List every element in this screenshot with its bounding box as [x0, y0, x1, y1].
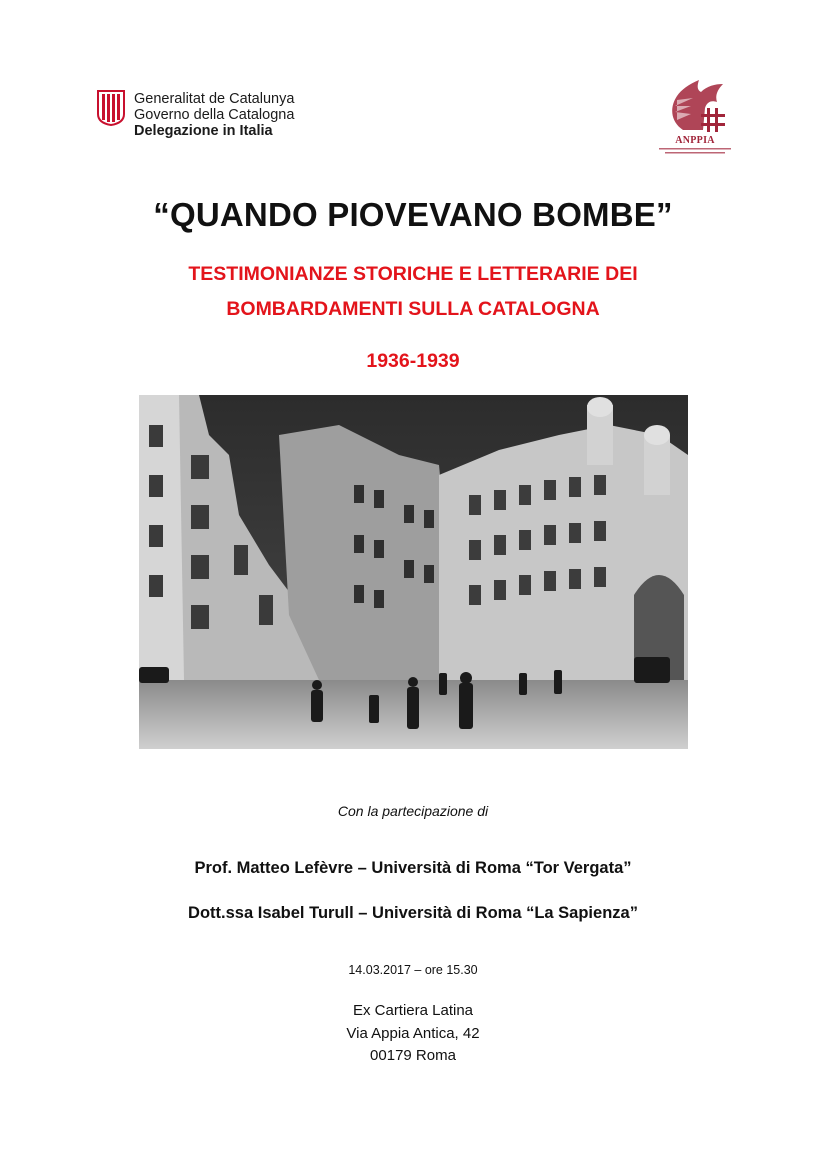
generalitat-logo [96, 89, 326, 141]
generalitat-name: Generalitat de Catalunya [134, 91, 295, 107]
delegazione-name: Delegazione in Italia [134, 123, 273, 139]
main-title: “QUANDO PIOVEVANO BOMBE” [153, 196, 673, 233]
bombed-street-photo [139, 395, 688, 749]
anppia-subtitle-graphic [657, 147, 733, 155]
venue-city: 00179 Roma [370, 1047, 456, 1064]
event-years: 1936-1939 [366, 350, 460, 372]
event-datetime: 14.03.2017 – ore 15.30 [348, 963, 478, 977]
winged-emblem-icon [663, 78, 727, 134]
catalan-flag-icon [96, 90, 126, 126]
subtitle-line-1: TESTIMONIANZE STORICHE E LETTERARIE DEI [188, 263, 638, 285]
anppia-name: ANPPIA [675, 135, 715, 146]
venue-name: Ex Cartiera Latina [352, 1002, 474, 1019]
speaker-2: Dott.ssa Isabel Turull – Università di Roma “La Sapienza” [188, 904, 638, 922]
speaker-1: Prof. Matteo Lefèvre – Università di Roma “Tor Vergata” [194, 859, 632, 877]
governo-name: Governo della Catalogna [134, 107, 295, 123]
subtitle-line-2: BOMBARDAMENTI SULLA CATALOGNA [226, 298, 600, 320]
anppia-logo [655, 78, 735, 156]
participation-label: Con la partecipazione di [337, 803, 489, 819]
venue-address: Via Appia Antica, 42 [346, 1025, 480, 1042]
